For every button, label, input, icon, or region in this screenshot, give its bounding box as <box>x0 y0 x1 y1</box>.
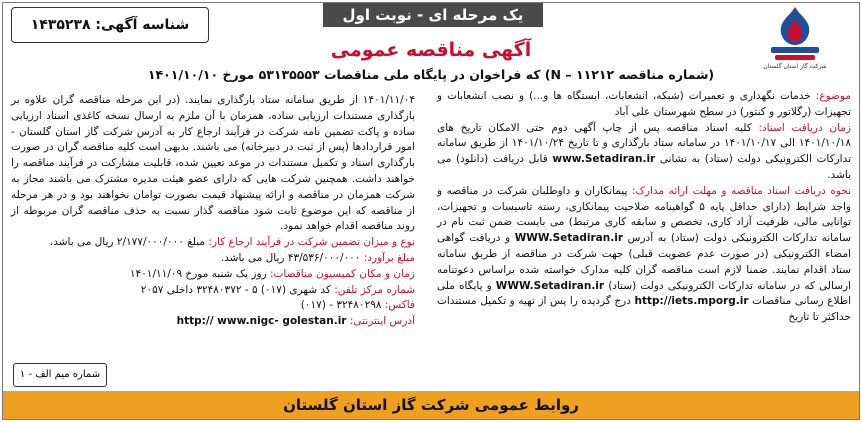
how-text-4: درج گردیده را پس از تهیه و تکمیل مستندات حداکثر تا تاریخ <box>437 295 851 324</box>
receipt-end: قابل دریافت (دانلود) می باشد. <box>437 153 851 181</box>
commission-value: روز یک شنبه مورخ ۱۴۰۱/۱۱/۰۹ <box>129 267 267 280</box>
phone-value: کد شهری (۰۱۷) ۵ - ۳۲۴۸۰۳۷۲ داخلی ۲۰۵۷ <box>140 283 331 296</box>
iets-link[interactable]: http://iets.mporg.ir <box>634 295 749 308</box>
footer-bar: روابط عمومی شرکت گاز استان گلستان <box>3 391 859 419</box>
logo-caption: شرکت گاز استان گلستان <box>763 63 827 70</box>
tender-number-line: (شماره مناقصه N – ۱۱۲۱۲) که فراخوان در پایگاه ملی مناقصات ۵۳۱۳۵۵۵۳ مورخ ۱۴۰۱/۱۰/۱۰ <box>147 67 715 82</box>
ad-title: آگهی مناقصه عمومی <box>330 39 532 61</box>
ad-number-box: شماره میم الف - ۱ <box>13 363 107 387</box>
how-text-3: و پایگاه ملی اطلاع رسانی مناقصات <box>437 279 851 308</box>
tender-ad <box>2 2 860 420</box>
commission-label: زمان و مکان کمیسیون مناقصات: <box>269 267 415 280</box>
company-website-link[interactable]: http:// www.nigc- golestan.ir <box>176 315 347 328</box>
left-column <box>11 93 415 330</box>
phone-label: شماره مرکز تلفن: <box>334 283 415 296</box>
how-text: پیمانکاران و داوطلبان شرکت در مناقصه و واجد شرایط (دارای حداقل پایه ۵ گواهینامه صلاحیت پیمانکاری، رسته تاسیسات و تجهیزات، توانایی مالی، ظرفیت آزاد کاری، تخصص و سابقه کاری مرتبط) می بایست ضمن ثبت نام در سامانه تدارکات الکترونیکی دولت (ستاد) به آدرس <box>437 184 852 245</box>
left-intro: ۱۴۰۱/۱۱/۰۴ از طریق سامانه ستاد بارگذاری نمایند. (در این مرحله مناقصه گران علاوه بر بارگذاری مستندات ارزیابی ساده، همزمان با آن ملزم به ارسال نسخه کاغذی اسناد ارزیابی ساده و پاکت تضمین نامه شرکت در فرآیند ارجاع کار به آدرس شرکت گاز استان گلستان - امور قراردادها (پس از ثبت در دبیرخانه) می باشند. بدیهی است کلیه مناقصه گران در صورت بارگذاری اسناد و تکمیل مستندات در موعد تعیین شده، قابلیت مشارکت در فرآیند مناقصه را خواهند داشت. همچنین شرکت هایی که دارای عضو هیئت مدیره مشترک می باشند مجاز به شرکت همزمان در مناقصه و ارائه پیشنهاد قیمت بصورت توامان نخواهند بود و در هر مرحله از مناقصه که این موضوع ثابت شود مناقصه گذار نسبت به حذف مناقصه گران مربوطه از روند مناقصه اقدام خواهد نمود. <box>11 94 415 233</box>
estimate-value: ۴۳/۵۳۶/۰۰۰/۰۰۰ ریال می باشد. <box>220 251 361 264</box>
receipt-text: کلیه اسناد مناقصه پس از چاپ آگهی دوم حتی الامکان تاریخ های ۱۴۰۱/۱۰/۱۸ الی ۱۴۰۱/۱۰/۱۷ در سامانه ستاد بارگذاری و تا تاریخ ۱۴۰۱/۱۰/۲۴ از طریق سامانه تدارکات الکترونیکی دولت (ستاد) به نشانی <box>437 121 852 166</box>
estimate-label: مبلغ برآورد: <box>363 251 415 264</box>
web-label: آدرس اینترنتی: <box>349 315 415 328</box>
setadiran-link-2[interactable]: WWW.Setadiran.ir <box>514 232 624 245</box>
guarantee-label: نوع و میزان تضمین شرکت در فرآیند ارجاع کار: <box>208 236 415 249</box>
subject-label: موضوع: <box>815 90 851 102</box>
how-text-2: و دریافت گواهی امضاء الکترونیکی (در صورت عدم عضویت قبلی) جهت شرکت در مناقصه از طریق سامانه ستاد اقدام نمایند. ضمنا لازم است مناقصه گران کلیه مدارک خواسته شده براساس دعوتنامه ارسالی که در سامانه تدارکات الکترونیکی دولت (ستاد) <box>437 232 851 292</box>
setadiran-link-3[interactable]: WWW.Setadiran.ir <box>495 279 605 292</box>
subject-text: خدمات نگهداری و تعمیرات (شبکه، انشعابات، ایستگاه ها و...) و نصب انشعابات و تجهیزات (رگلاتور و کنتور) در سطح شهرستان علی آباد <box>437 90 851 118</box>
fax-label: فاکس: <box>384 299 415 312</box>
receipt-label: زمان دریافت اسناد: <box>758 121 851 134</box>
setadiran-link[interactable]: www.Setadiran.ir <box>552 153 656 166</box>
right-column <box>437 89 851 326</box>
ad-id-box: شناسه آگهی: ۱۴۳۵۲۳۸ <box>11 7 209 43</box>
how-label: نحوه دریافت اسناد مناقصه و مهلت ارائه مدارک: <box>631 184 851 197</box>
stage-banner: یک مرحله ای - نوبت اول <box>323 3 543 27</box>
fax-value: ۳۲۴۸۰۲۹۸ - (۰۱۷) <box>300 299 382 312</box>
guarantee-value: مبلغ ۲/۱۷۷/۰۰۰/۰۰۰ ریال می باشد. <box>49 236 206 249</box>
